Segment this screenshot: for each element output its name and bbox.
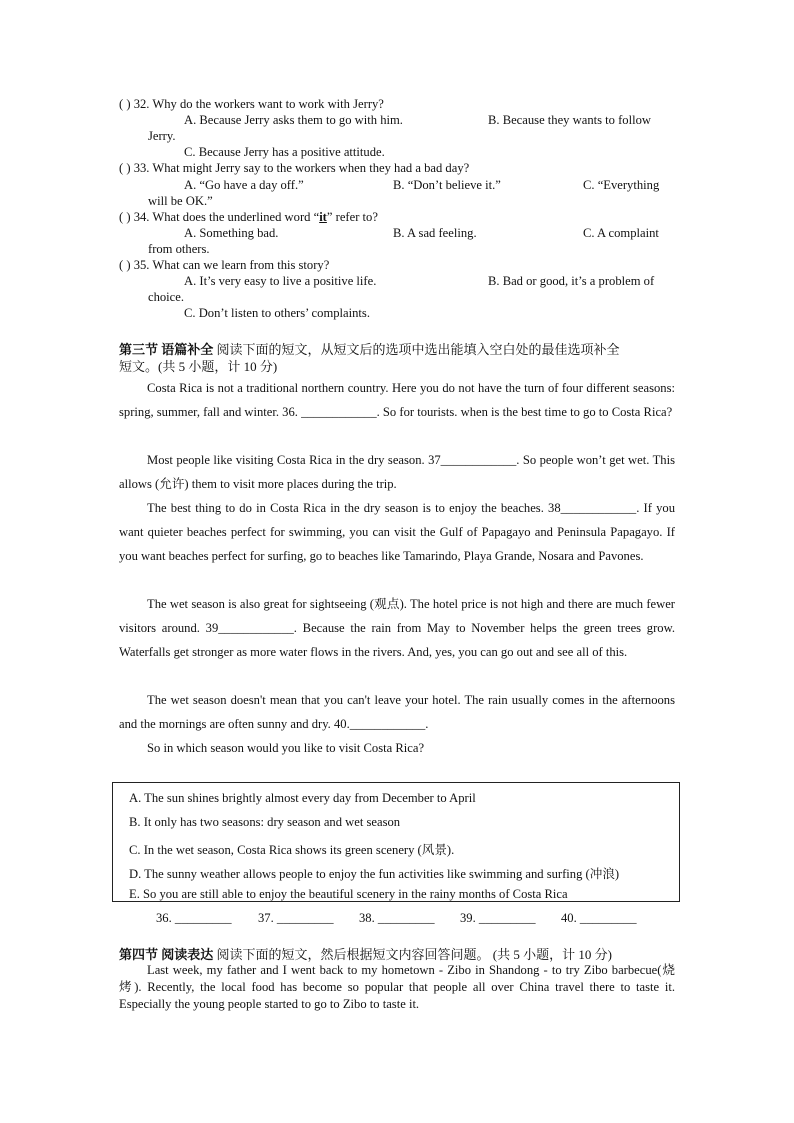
passage-paragraph: Costa Rica is not a traditional northern country. Here you do not have the turn of four different seasons: spring, summer, fall and winter. 36. ____________. So for tourists. when is the best time to go to Costa Rica? bbox=[119, 381, 675, 419]
q33-stem-line bbox=[119, 161, 469, 176]
option-d: D. The sunny weather allows people to enjoy the fun activities like swimming and surfing (冲浪) bbox=[129, 867, 620, 881]
section3-title-rest: 阅读下面的短文，从短文后的选项中选出能填入空白处的最佳选项补全 bbox=[213, 342, 620, 357]
passage-paragraph: The wet season is also great for sightseeing (观点). The hotel price is not high and there are much fewer visitors around. 39____________. Because the rain from May to November helps the green trees grow. Waterfalls get stronger as more water flows in the rivers. And, yes, you can go out and see all of this. bbox=[119, 597, 675, 659]
section4-title-rest: 阅读下面的短文，然后根据短文内容回答问题。 (共 5 小题，计 10 分) bbox=[213, 947, 612, 962]
option-b: B. It only has two seasons: dry season and wet season bbox=[129, 815, 401, 829]
answer-blank-40[interactable]: 40. _________ bbox=[561, 911, 637, 925]
q35-option-b-cont: choice. bbox=[148, 290, 185, 304]
q34-option-c-cont: from others. bbox=[148, 242, 210, 256]
answer-blank-39[interactable]: 39. _________ bbox=[460, 911, 536, 925]
answer-blank-36[interactable]: 36. _________ bbox=[156, 911, 232, 925]
answer-paren: ( ) bbox=[119, 161, 131, 175]
section3-title-line2: 短文。(共 5 小题，计 10 分) bbox=[119, 359, 278, 374]
q32-option-b: B. Because they wants to follow bbox=[488, 113, 651, 127]
answer-paren: ( ) bbox=[119, 210, 131, 224]
q35-stem-line bbox=[119, 258, 329, 273]
question-stem: 33. What might Jerry say to the workers when they had a bad day? bbox=[133, 161, 470, 175]
q35-option-c: C. Don’t listen to others’ complaints. bbox=[184, 306, 370, 320]
question-stem: 32. Why do the workers want to work with Jerry? bbox=[133, 97, 384, 111]
answer-blank-37[interactable]: 37. _________ bbox=[258, 911, 334, 925]
answer-blank-38[interactable]: 38. _________ bbox=[359, 911, 435, 925]
q32-option-a: A. Because Jerry asks them to go with him. bbox=[184, 113, 403, 127]
section4-paragraph: Last week, my father and I went back to my hometown - Zibo in Shandong - to try Zibo barbecue(烧烤). Recently, the local food has become so popular that people all over China travel there to taste it. Especially the young people started to go to Zibo to taste it. bbox=[119, 963, 675, 1011]
option-a: A. The sun shines brightly almost every day from December to April bbox=[129, 791, 476, 805]
q33-option-c: C. “Everything bbox=[583, 178, 660, 192]
question-stem: 35. What can we learn from this story? bbox=[133, 258, 330, 272]
answer-paren: ( ) bbox=[119, 97, 131, 111]
q33-option-a: A. “Go have a day off.” bbox=[184, 178, 304, 192]
option-e: E. So you are still able to enjoy the beautiful scenery in the rainy months of Costa Rica bbox=[129, 887, 568, 901]
q32-option-b-cont: Jerry. bbox=[148, 129, 176, 143]
passage-paragraph: The best thing to do in Costa Rica in the dry season is to enjoy the beaches. 38____________. If you want quieter beaches perfect for swimming, you can visit the Gulf of Papagayo and Peninsula Papagayo. If you want beaches perfect for surfing, go to beaches like Tamarindo, Playa Grande, Nosara and Pavones. bbox=[119, 501, 675, 563]
q32-stem-line bbox=[119, 97, 384, 112]
option-c: C. In the wet season, Costa Rica shows its green scenery (风景). bbox=[129, 843, 455, 857]
q34-option-c: C. A complaint bbox=[583, 226, 659, 240]
question-stem-pre: 34. What does the underlined word “ bbox=[133, 210, 320, 224]
options-box bbox=[112, 782, 680, 902]
q33-option-b: B. “Don’t believe it.” bbox=[393, 178, 501, 192]
answer-paren: ( ) bbox=[119, 258, 131, 272]
section3-title-bold: 第三节 语篇补全 bbox=[119, 342, 214, 357]
q34-stem-line bbox=[119, 210, 378, 225]
question-stem-post: ” refer to? bbox=[326, 210, 378, 224]
q32-option-c: C. Because Jerry has a positive attitude. bbox=[184, 145, 385, 159]
passage-paragraph: The wet season doesn't mean that you can't leave your hotel. The rain usually comes in the afternoons and the mornings are often sunny and dry. 40.____________. bbox=[119, 693, 675, 731]
q33-option-c-cont: will be OK.” bbox=[148, 194, 213, 208]
section4-title bbox=[119, 944, 612, 963]
q35-option-a: A. It’s very easy to live a positive life. bbox=[184, 274, 377, 288]
q34-option-b: B. A sad feeling. bbox=[393, 226, 477, 240]
underlined-word: it bbox=[319, 210, 327, 224]
passage-paragraph: Most people like visiting Costa Rica in the dry season. 37____________. So people won’t get wet. This allows (允许) them to visit more places during the trip. bbox=[119, 453, 675, 491]
section4-title-bold: 第四节 阅读表达 bbox=[119, 947, 214, 962]
q35-option-b: B. Bad or good, it’s a problem of bbox=[488, 274, 655, 288]
passage-paragraph: So in which season would you like to visit Costa Rica? bbox=[147, 741, 425, 755]
q34-option-a: A. Something bad. bbox=[184, 226, 279, 240]
